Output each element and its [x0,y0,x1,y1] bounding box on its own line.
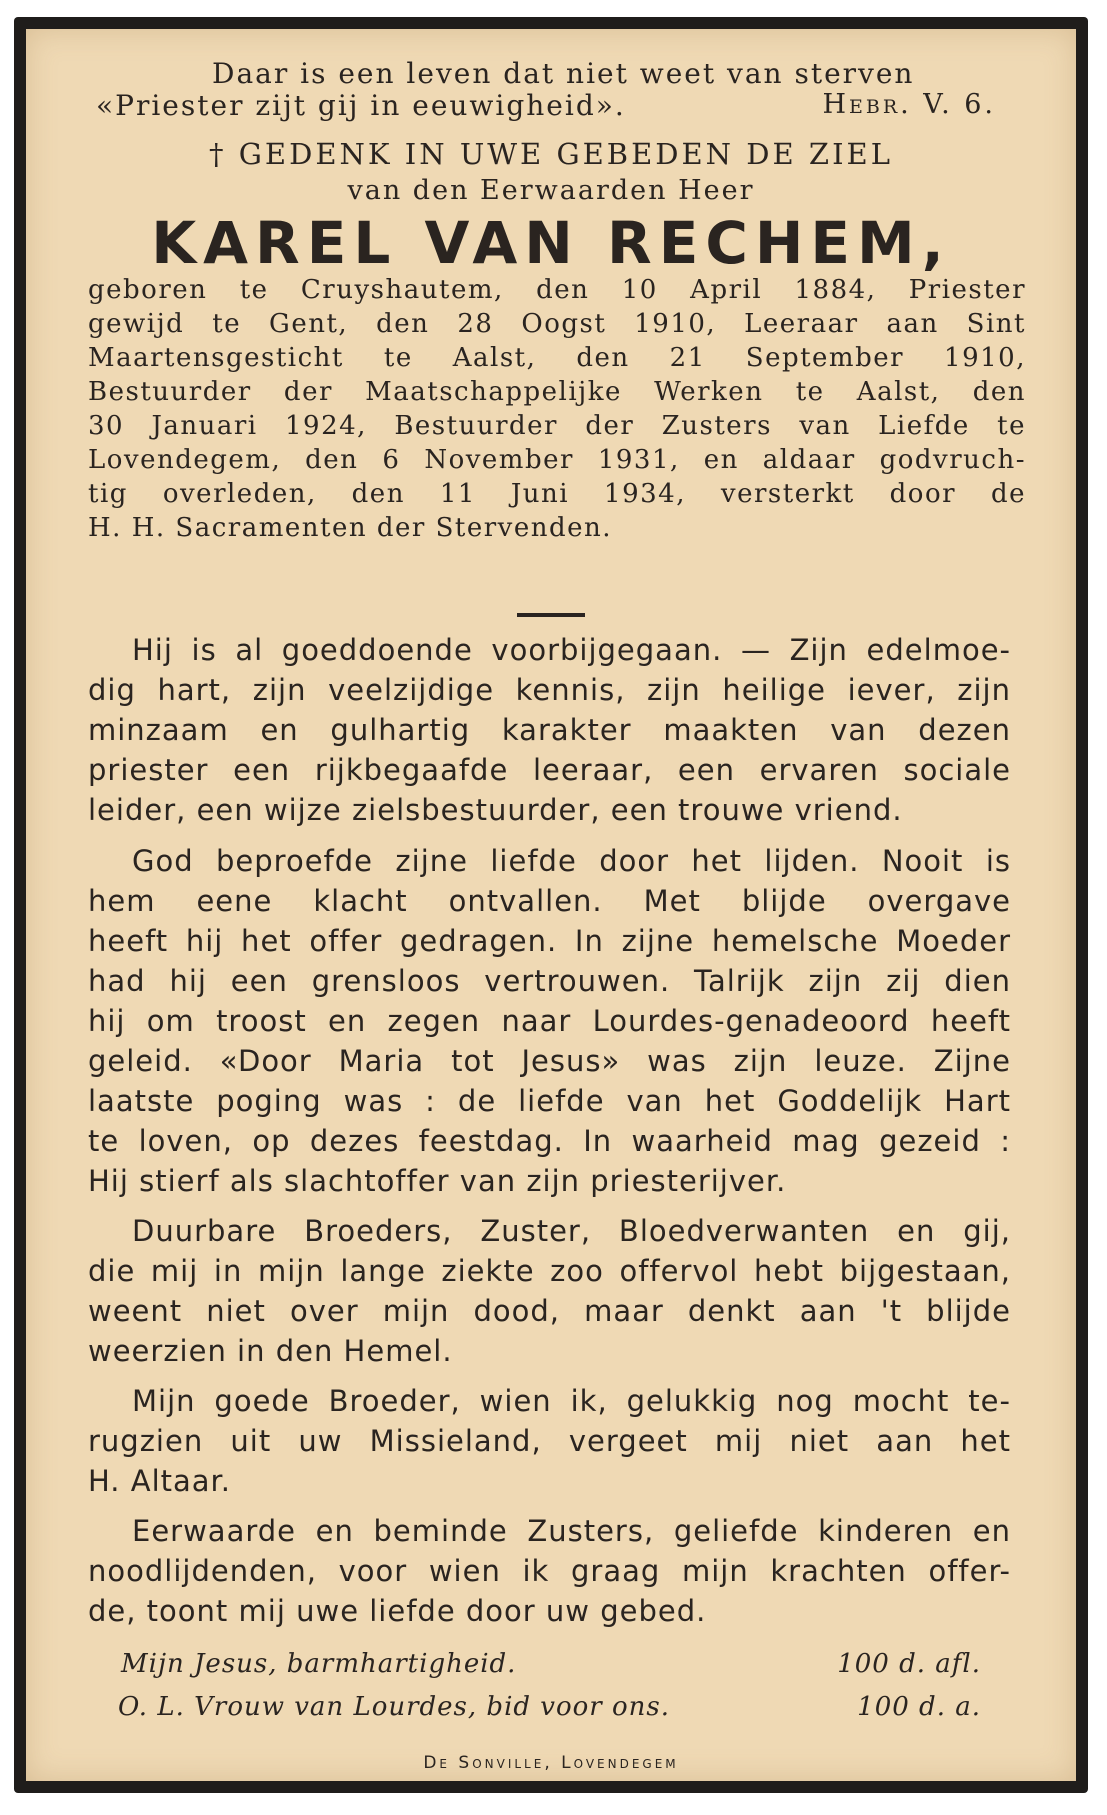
divider [517,613,585,617]
paragraph-line: de, toont mij uwe liefde door uw gebed. [88,1594,707,1628]
printer-imprint: De Sonville, Lovendegem [423,1753,679,1773]
paragraph-line: hij om troost en zegen naar Lourdes-genadeoord heeft [88,1004,1011,1038]
epigraph-quote: «Priester zijt gij in eeuwigheid». [96,89,626,122]
paragraph-line: weent niet over mijn dood, maar denkt aan 't blijde [88,1294,1011,1328]
deceased-name: KAREL VAN RECHEM, [151,209,951,277]
paragraph-line: die mij in mijn lange ziekte zoo offervol hebt bijgestaan, [88,1254,1011,1288]
paragraph-line: H. Altaar. [88,1464,232,1498]
paragraph-line: Eerwaarde en beminde Zusters, geliefde kinderen en [132,1514,1011,1548]
paragraph-line: Duurbare Broeders, Zuster, Bloedverwanten en gij, [132,1214,1011,1248]
prayer-indulgence: 100 d. a. [857,1692,981,1722]
bio-line: 30 Januari 1924, Bestuurder der Zusters van Liefde te [88,411,1026,441]
paragraph-line: te loven, op dezes feestdag. In waarheid mag gezeid : [88,1124,1011,1158]
paragraph-line: weerzien in den Hemel. [88,1334,453,1368]
paragraph-line: leider, een wijze zielsbestuurder, een trouwe vriend. [88,793,903,827]
paragraph-line: had hij een grensloos vertrouwen. Talrijk zijn zij dien [88,964,1011,998]
bio-line: geboren te Cruyshautem, den 10 April 1884, Priester [88,275,1026,305]
paragraph-line: noodlijdenden, voor wien ik graag mijn krachten offer- [88,1554,1011,1588]
card-paper [26,29,1076,1781]
prayer-text: O. L. Vrouw van Lourdes, bid voor ons. [118,1692,670,1722]
header-remember: † GEDENK IN UWE GEBEDEN DE ZIEL [209,137,893,171]
paragraph-line: Hij stierf als slachtoffer van zijn priesterijver. [88,1164,787,1198]
paragraph-line: laatste poging was : de liefde van het Goddelijk Hart [88,1084,1011,1118]
bio-line: gewijd te Gent, den 28 Oogst 1910, Leeraar aan Sint [88,309,1026,339]
prayer-line [121,1649,981,1679]
paragraph-line: Mijn goede Broeder, wien ik, gelukkig nog mocht te- [132,1384,1011,1418]
paragraph-line: dig hart, zijn veelzijdige kennis, zijn heilige iever, zijn [88,673,1011,707]
paragraph-line: priester een rijkbegaafde leeraar, een ervaren sociale [88,753,1011,787]
prayer-line [118,1692,981,1722]
paragraph-line: rugzien uit uw Missieland, vergeet mij niet aan het [88,1424,1011,1458]
epigraph-reference: Hebr. V. 6. [822,89,996,120]
paragraph-line: geleid. «Door Maria tot Jesus» was zijn leuze. Zijne [88,1044,1011,1078]
prayer-indulgence: 100 d. afl. [837,1649,981,1679]
bio-line: Lovendegem, den 6 November 1931, en aldaar godvruch- [88,445,1026,475]
prayer-text: Mijn Jesus, barmhartigheid. [121,1649,517,1679]
paragraph-line: heeft hij het offer gedragen. In zijne hemelsche Moeder [88,924,1011,958]
bio-line: Maartensgesticht te Aalst, den 21 September 1910, [88,343,1026,373]
paragraph-line: God beproefde zijne liefde door het lijden. Nooit is [132,844,1011,878]
paragraph-line: Hij is al goeddoende voorbijgegaan. — Zijn edelmoe- [132,633,1011,667]
header-reverend: van den Eerwaarden Heer [347,175,755,206]
bio-line: H. H. Sacramenten der Stervenden. [88,513,612,543]
paragraph-line: minzaam en gulhartig karakter maakten van dezen [88,713,1011,747]
bio-line: Bestuurder der Maatschappelijke Werken te Aalst, den [88,377,1026,407]
memorial-card [14,17,1088,1793]
bio-line: tig overleden, den 11 Juni 1934, versterkt door de [88,479,1026,509]
epigraph-line-1: Daar is een leven dat niet weet van sterven [212,57,915,90]
epigraph-line-2 [96,89,996,122]
paragraph-line: hem eene klacht ontvallen. Met blijde overgave [88,884,1011,918]
